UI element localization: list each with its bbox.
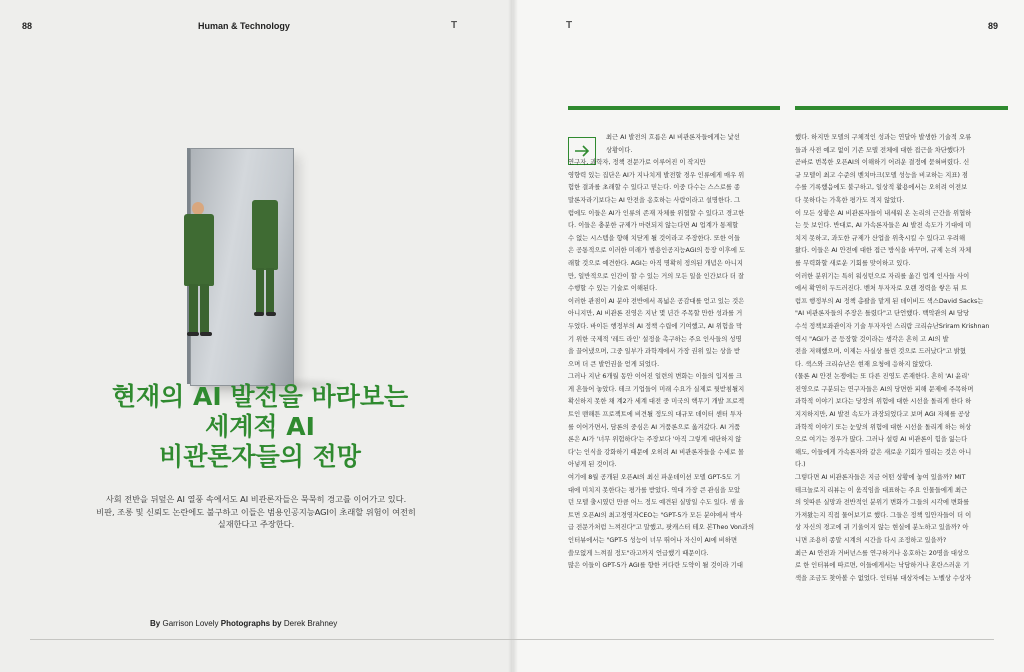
body-line: 곧바로 번복한 오픈AI의 이해하기 어려운 결정에 묻혀버렸다. 신 <box>795 159 970 167</box>
body-line: 그렇다면 AI 비관론자들은 지금 어떤 상황에 놓여 있을까? MIT <box>795 474 966 482</box>
body-line: 전을 저해했으며, 이제는 사실상 틀린 것으로 드러났다"고 밝혔 <box>795 348 966 356</box>
body-line: 치지 못하고, 과도한 규제가 산업을 위축시킬 수 있다고 우려해 <box>795 234 966 242</box>
footer-rule <box>30 639 994 640</box>
photo-figurine-mirror <box>0 60 512 390</box>
body-line: 의 잇따른 실망과 전반적인 분위기 변화가 그들의 시각에 변화를 <box>795 499 970 507</box>
body-line: 기 위한 국제적 '레드 라인' 설정을 촉구하는 주요 인사들의 성명 <box>568 335 742 343</box>
body-column-1 <box>568 132 780 573</box>
body-line: 가져왔는지 직접 물어보기로 했다. 그들은 정책 입안자들이 더 이 <box>795 511 972 519</box>
body-line: "AI 비관론자들의 주장은 틀렸다"고 단언했다. 백악관의 AI 담당 <box>795 310 970 318</box>
body-line: 그러나 지난 6개월 동안 이어진 일련의 변화는 이들의 입지를 크 <box>568 373 743 381</box>
body-line: 으며 더 큰 발언권을 얻게 되었다. <box>568 360 660 368</box>
body-line: 이러한 관점이 AI 분야 전반에서 폭넓은 공감대를 얻고 있는 것은 <box>568 297 745 305</box>
body-line: 수석 정책보좌관이자 기술 투자자인 스리람 크리슈난Sriram Krishnan <box>795 322 990 330</box>
body-line: (물론 AI 안전 논쟁에는 또 다른 진영도 존재한다. 흔히 'AI 윤리' <box>795 373 970 381</box>
body-line: 많은 이들이 GPT-5가 AGI를 향한 커다란 도약이 될 것이라 기대 <box>568 562 743 570</box>
body-line: 급 전문가처럼 느껴진다"고 말했고, 팟캐스터 테오 본Theo Von과의 <box>568 524 755 532</box>
byline-author: Garrison Lovely <box>162 619 219 628</box>
body-line: 니면 조용히 종말 시계의 시간을 다시 조정하고 있을까? <box>795 537 947 544</box>
body-line: 진영으로 구분되는 연구자들은 AI의 당면한 피해 문제에 주목하며 <box>795 385 974 393</box>
body-line: 로 한 인터뷰에 따르면, 이들에게서는 낙담하거나 혼란스러운 기 <box>795 562 970 570</box>
headline-line: 비관론자들의 전망 <box>159 442 361 471</box>
body-line: 다'는 인식을 강화하기 때문에 오히려 AI 비관론자들을 수세로 몰 <box>568 448 744 456</box>
body-line: 래할 것으로 예견한다. AGI는 아직 명확히 정의된 개념은 아니지 <box>568 259 743 267</box>
body-line: 말론자라기보다는 AI 안전을 옹호하는 사람이라고 설명한다. 그 <box>568 196 741 204</box>
deck-line: 사회 전반을 뒤덮은 AI 열풍 속에서도 AI 비관론자들은 묵묵히 경고를 이어가고 있다. <box>105 494 407 504</box>
body-line: 두었다. 바이든 행정부의 AI 정책 수립에 기여했고, AI 위험을 막 <box>568 322 743 330</box>
body-line: 해도, 이들에게 가속론자와 같은 새로운 기회가 열리는 것은 아니 <box>795 448 972 456</box>
deck-line: 비판, 조롱 및 신뢰도 논란에도 불구하고 이들은 범용인공지능AGI이 초래할 위험이 여전히 <box>96 506 416 517</box>
body-line: 역시 "AGI가 곧 등장할 것이라는 생각은 흔히 고 AI의 발 <box>795 335 949 343</box>
body-line: 상 자신의 경고에 귀 기울이지 않는 현실에 분노하고 있을까? 아 <box>795 524 969 532</box>
body-line: 이 모든 상황은 AI 비관론자들이 내세워 온 논리의 근간을 위협하 <box>795 209 972 217</box>
body-line: 최근 AI 발전의 흐름은 AI 비관론자들에게는 낯선 <box>606 134 740 141</box>
body-line: 트먼 오픈AI의 최고경영자CEO는 "GPT-5가 모든 분야에서 박사 <box>568 511 743 519</box>
body-line: 대에 미치지 못한다는 평가를 받았다. 역대 가장 큰 관심을 모았 <box>568 486 741 494</box>
column-rule-right <box>795 106 1008 110</box>
body-line: 론은 AI가 '너무 위험하다'는 주장보다 '아직 그렇게 대단하지 않 <box>568 436 742 444</box>
body-line: 과학적 이야기 또는 눈앞의 위험에 대한 시선을 돌리게 하는 허상 <box>795 423 972 431</box>
body-line: 수행할 수 있는 기술로 이해된다. <box>568 285 658 293</box>
body-line: 인터뷰에서는 "GPT-5 성능이 너무 뛰어나 자신이 AI에 비하면 <box>568 537 738 544</box>
body-line: 쓸모없게 느껴질 정도"라고까지 언급했기 때문이다. <box>568 549 709 557</box>
body-line: 를 이어가면서, 담론의 중심은 AI 거품론으로 옮겨갔다. AI 거품 <box>568 423 741 431</box>
article-headline <box>60 382 460 472</box>
body-line: 트인 맨해튼 프로젝트에 비견될 정도의 대규모 데이터 센터 투자 <box>568 411 743 419</box>
body-line: 아넣게 된 것이다. <box>568 461 617 469</box>
byline-by: By <box>150 619 161 628</box>
body-line: 수를 기록했음에도 불구하고, 일상적 활용에서는 오히려 이전보 <box>795 184 968 192</box>
body-line: 수 없는 시스템을 향해 치닫게 될 것이라고 주장한다. 또한 이들 <box>568 234 741 242</box>
body-line: 여기에 8월 공개된 오픈AI의 최신 파운데이션 모델 GPT-5도 기 <box>568 474 741 482</box>
body-line: 럼프 행정부의 AI 정책 총괄을 맡게 된 데이비드 색스David Sacks는 <box>795 297 984 305</box>
article-deck <box>66 493 446 531</box>
body-line: 지지하지만, AI 발전 속도가 과장되었다고 보며 AGI 자체를 공상 <box>795 411 971 419</box>
body-line: 영향력 있는 집단은 AI가 지나치게 발전할 경우 인류에게 매우 위 <box>568 171 745 179</box>
headline-line: 현재의 AI 발전을 바라보는 <box>111 382 409 411</box>
body-line: 했다. 하지만 모델의 구체적인 성과는 연달아 발생한 기술적 오류 <box>795 134 972 141</box>
body-line: 상황이다. <box>606 146 633 154</box>
body-line: 를 무력화할 새로운 기회를 맞이하고 있다. <box>795 259 911 267</box>
byline <box>150 619 337 628</box>
body-line: 아니지만, AI 비관론 진영은 지난 몇 년간 주목할 만한 성과를 거 <box>568 310 743 318</box>
body-line: 은 공통적으로 이러한 미래가 범용인공지능AGI의 등장 이후에 도 <box>568 247 746 255</box>
section-mark-right: T <box>566 20 573 31</box>
body-line: 으로 여기는 경우가 많다. 그러나 설령 AI 비관론이 힘을 잃는다 <box>795 436 968 444</box>
body-line: 다.) <box>795 461 806 469</box>
body-line: 을 끌어냈으며, 그중 일부가 과학계에서 가장 권위 있는 상을 받 <box>568 348 741 356</box>
body-line: 는 듯 보인다. 반대로, AI 가속론자들은 AI 발전 속도가 기대에 미 <box>795 222 972 230</box>
body-line: 다. 이들은 충분한 규제가 마련되지 않는다면 AI 업계가 통제할 <box>568 222 739 230</box>
body-line: 만, 일반적으로 인간이 할 수 있는 거의 모든 일을 인간보다 더 잘 <box>568 272 745 280</box>
body-line: 다 못하다는 가혹한 평가도 적지 않았다. <box>795 196 905 204</box>
body-line: 다. 색스와 크리슈난은 현재 요청에 응하지 않았다. <box>795 360 933 368</box>
page-number-left: 88 <box>22 21 33 31</box>
running-head: Human & Technology <box>198 21 290 31</box>
body-line: 던 모델 출시였던 만큼 어느 정도 예견된 실망일 수도 있다. 샘 올 <box>568 499 745 507</box>
headline-line: 세계적 AI <box>205 412 315 441</box>
body-line: 연구자, 과학자, 정책 전문가로 이루어진 이 작지만 <box>568 159 706 167</box>
byline-photographer: Derek Brahney <box>283 619 338 628</box>
body-line: 에서 확연히 두드러진다. 벤처 투자자로 오랜 경력을 쌓은 뒤 트 <box>795 285 968 293</box>
body-line: 럼에도 이들은 AI가 인류의 존재 자체를 위협할 수 있다고 경고한 <box>568 209 745 217</box>
body-line: 들과 사전 예고 없이 기존 모델 전체에 대한 접근을 차단했다가 <box>795 146 966 154</box>
section-mark-left: T <box>451 20 458 31</box>
byline-photos-label: Photographs by <box>220 619 282 628</box>
body-line: 험한 결과를 초래할 수 있다고 믿는다. 이중 다수는 스스로를 종 <box>568 184 741 192</box>
page-number-right: 89 <box>988 21 999 31</box>
body-column-2 <box>795 132 1008 585</box>
body-line: 게 흔들어 놓았다. 테크 기업들이 미래 수요가 실제로 뒷받침될지 <box>568 385 745 393</box>
body-line: 확신하지 못한 채 계2가 세계 대전 중 미국의 핵무기 개발 프로젝 <box>568 398 745 406</box>
body-line: 왔다. 이들은 AI 안전에 대한 접근 방식을 바꾸며, 규제 논의 자체 <box>795 247 972 255</box>
body-line: 색을 조금도 찾아볼 수 없었다. 인터뷰 대상자에는 노벨상 수상자 <box>795 574 972 582</box>
deck-line: 실재한다고 주장한다. <box>217 519 295 529</box>
column-rule-left <box>568 106 780 110</box>
body-line: 과학적 이야기 보다는 당장의 위험에 대한 시선을 돌리게 한다 하 <box>795 398 972 406</box>
body-line: 규 모델이 최고 수준의 벤치마크(모델 성능을 비교하는 지표) 점 <box>795 171 968 179</box>
body-line: 최근 AI 안전과 거버넌스를 연구하거나 옹호하는 20명을 대상으 <box>795 549 970 557</box>
body-line: 테크놀로지 리뷰는 이 움직임을 대표하는 주요 인물들에게 최근 <box>795 486 968 494</box>
body-line: 이러한 분위기는 특히 워싱턴으로 자리를 옮긴 업계 인사들 사이 <box>795 272 970 280</box>
